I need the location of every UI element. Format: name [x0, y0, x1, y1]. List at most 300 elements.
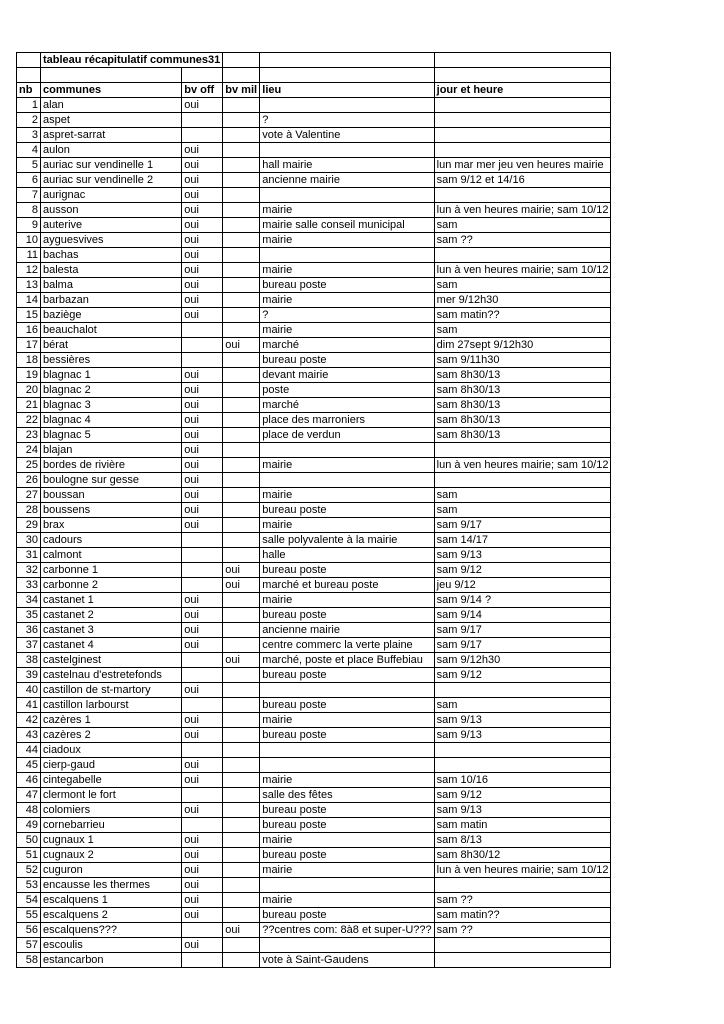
- cell-bv-mil: [223, 383, 260, 398]
- table-row: [17, 893, 611, 908]
- table-row: [17, 608, 611, 623]
- cell-bv-off: oui: [182, 728, 223, 743]
- cell-commune: bessières: [41, 353, 182, 368]
- cell-bv-off: [182, 533, 223, 548]
- table-row: [17, 758, 611, 773]
- cell-jour-et-heure: sam 9/17: [434, 623, 611, 638]
- cell-lieu: vote à Valentine: [260, 128, 434, 143]
- cell-commune: estancarbon: [41, 953, 182, 968]
- cell-bv-mil: [223, 728, 260, 743]
- table-row: [17, 263, 611, 278]
- cell-bv-off: [182, 323, 223, 338]
- cell-jour-et-heure: [434, 473, 611, 488]
- cell-jour-et-heure: sam ??: [434, 233, 611, 248]
- cell-commune: alan: [41, 98, 182, 113]
- table-row: [17, 413, 611, 428]
- table-row: [17, 563, 611, 578]
- header-row: [17, 83, 611, 98]
- cell-jour-et-heure: [434, 98, 611, 113]
- cell-lieu: [260, 758, 434, 773]
- cell-commune: balesta: [41, 263, 182, 278]
- header-communes: communes: [41, 83, 182, 98]
- cell-bv-off: [182, 743, 223, 758]
- cell-nb: 15: [17, 308, 41, 323]
- cell-jour-et-heure: sam 9/13: [434, 548, 611, 563]
- cell-commune: cugnaux 2: [41, 848, 182, 863]
- cell-lieu: mairie: [260, 488, 434, 503]
- cell-nb: 32: [17, 563, 41, 578]
- cell-bv-off: oui: [182, 908, 223, 923]
- cell-jour-et-heure: lun à ven heures mairie; sam 10/12: [434, 203, 611, 218]
- cell-nb: 8: [17, 203, 41, 218]
- cell-nb: 7: [17, 188, 41, 203]
- cell-nb: 55: [17, 908, 41, 923]
- cell-bv-mil: [223, 203, 260, 218]
- cell-lieu: halle: [260, 548, 434, 563]
- cell-lieu: mairie: [260, 593, 434, 608]
- table-row: [17, 473, 611, 488]
- table-row: [17, 863, 611, 878]
- header-jour-et-heure: jour et heure: [434, 83, 611, 98]
- cell-commune: barbazan: [41, 293, 182, 308]
- cell-lieu: mairie: [260, 293, 434, 308]
- header-lieu: lieu: [260, 83, 434, 98]
- cell-nb: 1: [17, 98, 41, 113]
- cell-jour-et-heure: sam: [434, 503, 611, 518]
- table-row: [17, 443, 611, 458]
- table-row: [17, 818, 611, 833]
- cell-lieu: [260, 683, 434, 698]
- cell-nb: 20: [17, 383, 41, 398]
- cell-bv-off: oui: [182, 638, 223, 653]
- cell-nb: 34: [17, 593, 41, 608]
- cell-bv-off: oui: [182, 878, 223, 893]
- cell-bv-mil: [223, 458, 260, 473]
- cell-nb: 27: [17, 488, 41, 503]
- cell-commune: auterive: [41, 218, 182, 233]
- cell-jour-et-heure: sam 8h30/13: [434, 398, 611, 413]
- cell-bv-mil: [223, 398, 260, 413]
- table-row: [17, 293, 611, 308]
- cell-bv-mil: [223, 443, 260, 458]
- cell-nb: 46: [17, 773, 41, 788]
- table-row: [17, 338, 611, 353]
- cell-bv-off: oui: [182, 308, 223, 323]
- cell-lieu: bureau poste: [260, 353, 434, 368]
- cell-jour-et-heure: sam 14/17: [434, 533, 611, 548]
- cell-bv-off: oui: [182, 488, 223, 503]
- cell-bv-mil: [223, 773, 260, 788]
- cell-bv-off: oui: [182, 158, 223, 173]
- cell-bv-mil: [223, 368, 260, 383]
- cell-bv-off: oui: [182, 98, 223, 113]
- table-row: [17, 938, 611, 953]
- cell-bv-mil: [223, 113, 260, 128]
- cell-commune: blagnac 4: [41, 413, 182, 428]
- cell-bv-off: [182, 128, 223, 143]
- cell-bv-off: [182, 818, 223, 833]
- cell-bv-off: oui: [182, 848, 223, 863]
- cell-bv-mil: oui: [223, 338, 260, 353]
- cell-jour-et-heure: [434, 758, 611, 773]
- table-row: [17, 113, 611, 128]
- cell-commune: cazères 2: [41, 728, 182, 743]
- cell-nb: 12: [17, 263, 41, 278]
- cell-lieu: marché et bureau poste: [260, 578, 434, 593]
- cell-bv-off: oui: [182, 773, 223, 788]
- cell-commune: carbonne 2: [41, 578, 182, 593]
- cell-commune: clermont le fort: [41, 788, 182, 803]
- cell-jour-et-heure: dim 27sept 9/12h30: [434, 338, 611, 353]
- cell-bv-mil: [223, 353, 260, 368]
- cell-lieu: centre commerc la verte plaine: [260, 638, 434, 653]
- table-row: [17, 188, 611, 203]
- cell-jour-et-heure: sam 8h30/12: [434, 848, 611, 863]
- table-title: tableau récapitulatif communes31: [41, 53, 223, 68]
- cell-commune: cornebarrieu: [41, 818, 182, 833]
- cell-jour-et-heure: sam 9/12: [434, 788, 611, 803]
- cell-commune: escalquens???: [41, 923, 182, 938]
- cell-nb: 38: [17, 653, 41, 668]
- cell-nb: 56: [17, 923, 41, 938]
- cell-commune: aspret-sarrat: [41, 128, 182, 143]
- cell-bv-mil: [223, 533, 260, 548]
- cell-commune: escalquens 1: [41, 893, 182, 908]
- communes-table: [16, 52, 611, 968]
- cell-commune: ciadoux: [41, 743, 182, 758]
- cell-bv-mil: [223, 278, 260, 293]
- table-row: [17, 428, 611, 443]
- cell-bv-mil: [223, 758, 260, 773]
- cell-nb: 25: [17, 458, 41, 473]
- cell-bv-off: oui: [182, 833, 223, 848]
- cell-commune: boussens: [41, 503, 182, 518]
- cell-jour-et-heure: sam 9/12: [434, 668, 611, 683]
- cell-commune: cintegabelle: [41, 773, 182, 788]
- cell-commune: colomiers: [41, 803, 182, 818]
- table-row: [17, 503, 611, 518]
- cell-jour-et-heure: lun à ven heures mairie; sam 10/12: [434, 263, 611, 278]
- cell-bv-off: oui: [182, 518, 223, 533]
- cell-lieu: bureau poste: [260, 668, 434, 683]
- table-row: [17, 908, 611, 923]
- cell-nb: 22: [17, 413, 41, 428]
- cell-jour-et-heure: [434, 113, 611, 128]
- table-row: [17, 143, 611, 158]
- cell-commune: castillon de st-martory: [41, 683, 182, 698]
- cell-jour-et-heure: sam 10/16: [434, 773, 611, 788]
- cell-bv-mil: [223, 308, 260, 323]
- table-row: [17, 368, 611, 383]
- cell-nb: 50: [17, 833, 41, 848]
- cell-bv-off: [182, 788, 223, 803]
- cell-nb: 28: [17, 503, 41, 518]
- table-row: [17, 653, 611, 668]
- cell-jour-et-heure: jeu 9/12: [434, 578, 611, 593]
- table-row: [17, 173, 611, 188]
- cell-commune: aspet: [41, 113, 182, 128]
- cell-bv-mil: [223, 608, 260, 623]
- cell-lieu: bureau poste: [260, 698, 434, 713]
- cell-commune: ausson: [41, 203, 182, 218]
- cell-jour-et-heure: sam matin??: [434, 908, 611, 923]
- cell-commune: blagnac 3: [41, 398, 182, 413]
- title-row: [17, 53, 611, 68]
- cell-bv-off: oui: [182, 383, 223, 398]
- cell-bv-off: oui: [182, 443, 223, 458]
- cell-commune: beauchalot: [41, 323, 182, 338]
- table-row: [17, 248, 611, 263]
- cell-lieu: bureau poste: [260, 803, 434, 818]
- cell-nb: 54: [17, 893, 41, 908]
- cell-jour-et-heure: sam: [434, 323, 611, 338]
- cell-bv-mil: [223, 863, 260, 878]
- cell-bv-off: oui: [182, 938, 223, 953]
- table-row: [17, 713, 611, 728]
- cell-bv-off: [182, 353, 223, 368]
- cell-lieu: [260, 98, 434, 113]
- cell-bv-off: oui: [182, 713, 223, 728]
- table-row: [17, 878, 611, 893]
- cell-nb: 14: [17, 293, 41, 308]
- cell-jour-et-heure: sam 8h30/13: [434, 428, 611, 443]
- cell-jour-et-heure: sam: [434, 488, 611, 503]
- cell-commune: cadours: [41, 533, 182, 548]
- cell-bv-off: [182, 563, 223, 578]
- cell-nb: 40: [17, 683, 41, 698]
- table-row: [17, 98, 611, 113]
- cell-bv-off: oui: [182, 683, 223, 698]
- cell-bv-off: oui: [182, 218, 223, 233]
- cell-commune: brax: [41, 518, 182, 533]
- table-row: [17, 638, 611, 653]
- cell-jour-et-heure: [434, 683, 611, 698]
- cell-lieu: mairie salle conseil municipal: [260, 218, 434, 233]
- cell-bv-off: oui: [182, 473, 223, 488]
- cell-bv-off: [182, 548, 223, 563]
- cell-nb: 30: [17, 533, 41, 548]
- cell-nb: 10: [17, 233, 41, 248]
- table-row: [17, 773, 611, 788]
- cell-jour-et-heure: [434, 188, 611, 203]
- table-row: [17, 518, 611, 533]
- cell-bv-mil: [223, 293, 260, 308]
- cell-lieu: place de verdun: [260, 428, 434, 443]
- cell-commune: calmont: [41, 548, 182, 563]
- cell-bv-mil: [223, 413, 260, 428]
- cell-bv-mil: [223, 638, 260, 653]
- cell-jour-et-heure: sam ??: [434, 923, 611, 938]
- cell-jour-et-heure: sam 9/17: [434, 518, 611, 533]
- table-row: [17, 203, 611, 218]
- cell-lieu: [260, 443, 434, 458]
- cell-bv-mil: [223, 953, 260, 968]
- table-row: [17, 383, 611, 398]
- cell-bv-mil: [223, 428, 260, 443]
- cell-bv-off: [182, 113, 223, 128]
- cell-nb: 23: [17, 428, 41, 443]
- cell-jour-et-heure: sam 9/12 et 14/16: [434, 173, 611, 188]
- cell-jour-et-heure: sam 9/13: [434, 803, 611, 818]
- cell-bv-mil: [223, 878, 260, 893]
- cell-nb: 24: [17, 443, 41, 458]
- cell-lieu: marché, poste et place Buffebiau: [260, 653, 434, 668]
- table-row: [17, 728, 611, 743]
- cell-jour-et-heure: sam ??: [434, 893, 611, 908]
- cell-bv-mil: [223, 713, 260, 728]
- table-row: [17, 458, 611, 473]
- cell-commune: ayguesvives: [41, 233, 182, 248]
- cell-bv-off: oui: [182, 278, 223, 293]
- cell-nb: 39: [17, 668, 41, 683]
- cell-lieu: bureau poste: [260, 608, 434, 623]
- table-row: [17, 953, 611, 968]
- cell-bv-off: oui: [182, 893, 223, 908]
- header-bv-off: bv off: [182, 83, 223, 98]
- table-row: [17, 353, 611, 368]
- cell-bv-off: oui: [182, 203, 223, 218]
- table-row: [17, 533, 611, 548]
- cell-nb: 17: [17, 338, 41, 353]
- cell-bv-mil: [223, 593, 260, 608]
- cell-bv-off: [182, 338, 223, 353]
- cell-nb: 44: [17, 743, 41, 758]
- cell-lieu: bureau poste: [260, 728, 434, 743]
- cell-jour-et-heure: sam 9/14: [434, 608, 611, 623]
- cell-nb: 49: [17, 818, 41, 833]
- cell-lieu: mairie: [260, 458, 434, 473]
- table-row: [17, 233, 611, 248]
- cell-bv-mil: [223, 473, 260, 488]
- cell-lieu: bureau poste: [260, 563, 434, 578]
- cell-lieu: salle polyvalente à la mairie: [260, 533, 434, 548]
- cell-lieu: [260, 473, 434, 488]
- cell-bv-mil: [223, 323, 260, 338]
- cell-bv-mil: [223, 683, 260, 698]
- cell-lieu: mairie: [260, 833, 434, 848]
- cell-bv-mil: [223, 233, 260, 248]
- cell-bv-off: oui: [182, 233, 223, 248]
- table-row: [17, 683, 611, 698]
- cell-lieu: bureau poste: [260, 278, 434, 293]
- cell-lieu: ancienne mairie: [260, 623, 434, 638]
- table-row: [17, 578, 611, 593]
- cell-lieu: mairie: [260, 518, 434, 533]
- cell-nb: 51: [17, 848, 41, 863]
- cell-lieu: [260, 188, 434, 203]
- table-row: [17, 278, 611, 293]
- cell-nb: 47: [17, 788, 41, 803]
- cell-lieu: mairie: [260, 893, 434, 908]
- cell-commune: blajan: [41, 443, 182, 458]
- cell-bv-off: [182, 653, 223, 668]
- cell-lieu: ?: [260, 308, 434, 323]
- header-nb: nb: [17, 83, 41, 98]
- cell-nb: 6: [17, 173, 41, 188]
- cell-lieu: place des marroniers: [260, 413, 434, 428]
- table-row: [17, 218, 611, 233]
- cell-lieu: [260, 878, 434, 893]
- cell-jour-et-heure: sam 9/14 ?: [434, 593, 611, 608]
- cell-nb: 13: [17, 278, 41, 293]
- cell-bv-mil: [223, 698, 260, 713]
- cell-nb: 43: [17, 728, 41, 743]
- spacer-row: [17, 68, 611, 83]
- cell-bv-off: oui: [182, 863, 223, 878]
- cell-jour-et-heure: [434, 248, 611, 263]
- cell-nb: 37: [17, 638, 41, 653]
- cell-nb: 36: [17, 623, 41, 638]
- cell-bv-mil: [223, 143, 260, 158]
- cell-nb: 4: [17, 143, 41, 158]
- table-row: [17, 803, 611, 818]
- cell-lieu: [260, 248, 434, 263]
- cell-bv-mil: oui: [223, 653, 260, 668]
- cell-commune: castelginest: [41, 653, 182, 668]
- cell-bv-off: oui: [182, 398, 223, 413]
- cell-bv-mil: [223, 668, 260, 683]
- header-bv-mil: bv mil: [223, 83, 260, 98]
- table-row: [17, 623, 611, 638]
- table-row: [17, 923, 611, 938]
- cell-commune: blagnac 2: [41, 383, 182, 398]
- cell-bv-off: [182, 953, 223, 968]
- cell-bv-mil: [223, 908, 260, 923]
- cell-commune: castanet 2: [41, 608, 182, 623]
- cell-nb: 31: [17, 548, 41, 563]
- cell-lieu: vote à Saint-Gaudens: [260, 953, 434, 968]
- table-row: [17, 488, 611, 503]
- cell-bv-mil: [223, 743, 260, 758]
- cell-commune: boussan: [41, 488, 182, 503]
- cell-nb: 52: [17, 863, 41, 878]
- cell-nb: 35: [17, 608, 41, 623]
- cell-nb: 57: [17, 938, 41, 953]
- cell-lieu: mairie: [260, 323, 434, 338]
- cell-jour-et-heure: [434, 743, 611, 758]
- cell-jour-et-heure: [434, 938, 611, 953]
- cell-commune: cazères 1: [41, 713, 182, 728]
- cell-lieu: hall mairie: [260, 158, 434, 173]
- cell-bv-off: oui: [182, 593, 223, 608]
- cell-commune: balma: [41, 278, 182, 293]
- cell-bv-off: oui: [182, 608, 223, 623]
- cell-bv-mil: [223, 623, 260, 638]
- cell-jour-et-heure: sam 9/17: [434, 638, 611, 653]
- cell-bv-off: oui: [182, 248, 223, 263]
- table-row: [17, 743, 611, 758]
- cell-jour-et-heure: sam 8h30/13: [434, 383, 611, 398]
- cell-bv-mil: [223, 803, 260, 818]
- cell-bv-mil: [223, 128, 260, 143]
- cell-commune: bordes de rivière: [41, 458, 182, 473]
- cell-jour-et-heure: sam: [434, 698, 611, 713]
- cell-commune: carbonne 1: [41, 563, 182, 578]
- cell-commune: escalquens 2: [41, 908, 182, 923]
- cell-nb: 21: [17, 398, 41, 413]
- cell-bv-mil: [223, 173, 260, 188]
- cell-bv-off: oui: [182, 413, 223, 428]
- cell-lieu: [260, 938, 434, 953]
- cell-nb: 11: [17, 248, 41, 263]
- cell-nb: 33: [17, 578, 41, 593]
- table-row: [17, 323, 611, 338]
- cell-lieu: mairie: [260, 263, 434, 278]
- cell-lieu: mairie: [260, 773, 434, 788]
- cell-lieu: marché: [260, 338, 434, 353]
- table-row: [17, 308, 611, 323]
- cell-nb: 53: [17, 878, 41, 893]
